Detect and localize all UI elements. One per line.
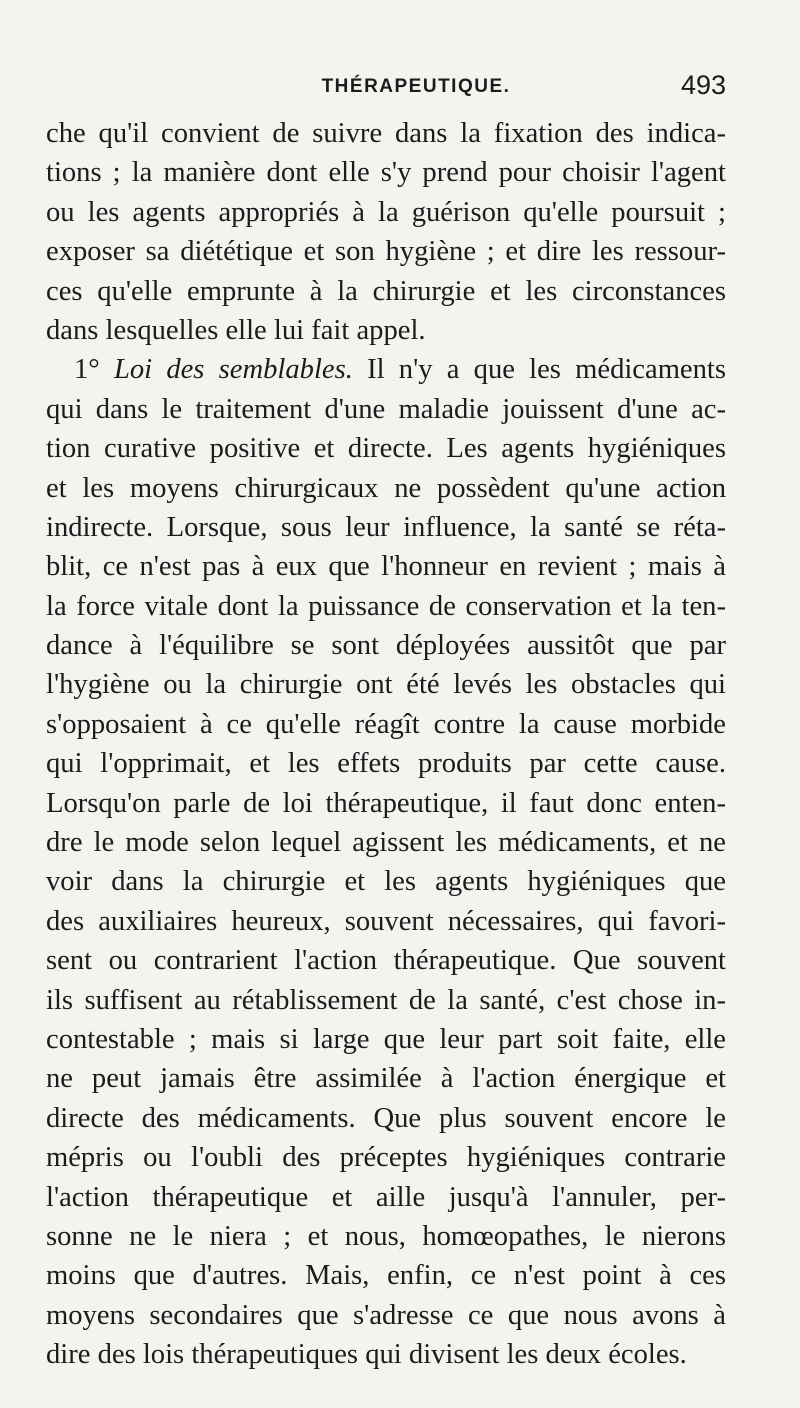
text-line: l'action thérapeutique et aille jusqu'à l'annuler, per-	[46, 1181, 726, 1213]
text-line: dire des lois thérapeutiques qui divisent les deux écoles.	[46, 1339, 687, 1371]
text-line-section-heading	[46, 350, 726, 389]
text-line: indirecte. Lorsque, sous leur influence, la santé se réta-	[46, 511, 726, 543]
text-line: blit, ce n'est pas à eux que l'honneur en revient ; mais à	[46, 551, 726, 583]
text-line: directe des médicaments. Que plus souvent encore le	[46, 1102, 726, 1134]
text-line: sent ou contrarient l'action thérapeutique. Que souvent	[46, 945, 726, 977]
page-header	[46, 70, 726, 114]
text-line: moyens secondaires que s'adresse ce que nous avons à	[46, 1299, 726, 1331]
text-line: l'hygiène ou la chirurgie ont été levés les obstacles qui	[46, 669, 726, 701]
text-line: dre le mode selon lequel agissent les médicaments, et ne	[46, 827, 726, 859]
page-number: 493	[680, 70, 726, 100]
text-line: et les moyens chirurgicaux ne possèdent qu'une action	[46, 472, 726, 504]
text-line: ces qu'elle emprunte à la chirurgie et les circonstances	[46, 275, 726, 307]
text-line: tions ; la manière dont elle s'y prend pour choisir l'agent	[46, 157, 726, 189]
text-line: dance à l'équilibre se sont déployées aussitôt que par	[46, 630, 726, 662]
section-title: Loi des semblables.	[113, 354, 353, 386]
text-line: moins que d'autres. Mais, enfin, ce n'est point à ces	[46, 1260, 726, 1292]
text-line: la force vitale dont la puissance de conservation et la ten-	[46, 590, 726, 622]
text-line: ne peut jamais être assimilée à l'action énergique et	[46, 1063, 726, 1095]
section-number: 1°	[74, 354, 114, 386]
text-line: qui l'opprimait, et les effets produits par cette cause.	[46, 748, 726, 780]
text-line: che qu'il convient de suivre dans la fixation des indica-	[46, 118, 726, 149]
running-title: THÉRAPEUTIQUE.	[321, 76, 511, 97]
section-text: Il n'y a que les médicaments	[352, 354, 726, 386]
text-line: s'opposaient à ce qu'elle réagît contre la cause morbide	[46, 708, 726, 740]
text-line: exposer sa diététique et son hygiène ; et dire les ressour-	[46, 236, 726, 268]
text-line: voir dans la chirurgie et les agents hygiéniques que	[46, 866, 726, 898]
text-line: ils suffisent au rétablissement de la santé, c'est chose in-	[46, 984, 726, 1016]
text-line: Lorsqu'on parle de loi thérapeutique, il faut donc enten-	[46, 787, 726, 819]
text-line: contestable ; mais si large que leur part soit faite, elle	[46, 1023, 726, 1055]
text-line: ou les agents appropriés à la guérison qu'elle poursuit ;	[46, 196, 726, 228]
body-text	[46, 114, 726, 1375]
book-page	[46, 70, 726, 1375]
text-line: des auxiliaires heureux, souvent nécessaires, qui favori-	[46, 905, 726, 937]
text-line: dans lesquelles elle lui fait appel.	[46, 314, 426, 346]
text-line: qui dans le traitement d'une maladie jouissent d'une ac-	[46, 393, 726, 425]
text-line: sonne ne le niera ; et nous, homœopathes, le nierons	[46, 1220, 726, 1252]
text-line: mépris ou l'oubli des préceptes hygiéniques contrarie	[46, 1142, 726, 1174]
text-line: tion curative positive et directe. Les agents hygiéniques	[46, 433, 726, 465]
